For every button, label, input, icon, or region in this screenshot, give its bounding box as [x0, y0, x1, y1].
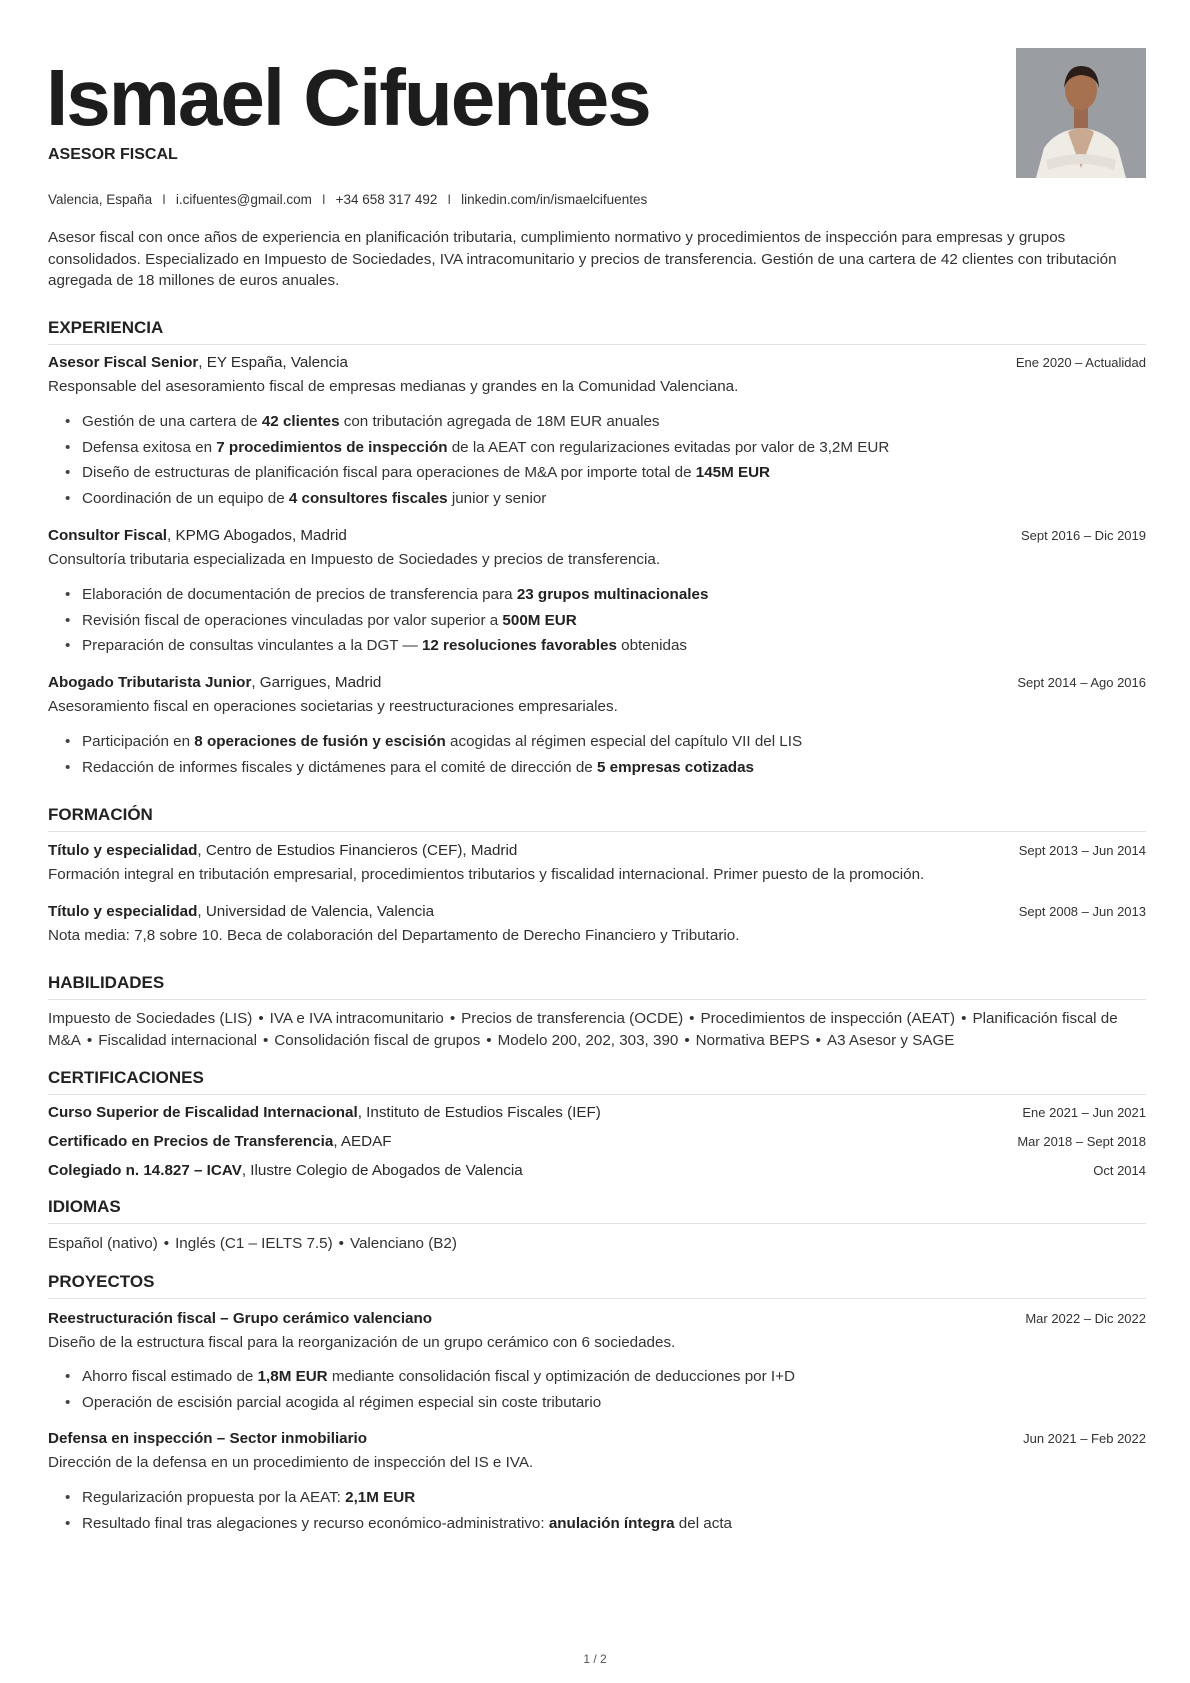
- certification-dates: Oct 2014: [1093, 1163, 1146, 1178]
- list-item: • Regularización propuesta por la AEAT: 2,1M EUR: [82, 1485, 732, 1511]
- portrait-illustration: [1016, 48, 1146, 178]
- project-header: [48, 1430, 1146, 1447]
- job-dates: Sept 2014 – Ago 2016: [1017, 675, 1146, 690]
- certification-row: [48, 1133, 1146, 1150]
- list-item: • Resultado final tras alegaciones y recurso económico-administrativo: anulación íntegra del acta: [82, 1511, 732, 1537]
- skill-item: Planificación fiscal de M&A: [48, 1010, 1118, 1049]
- job-description: Asesoramiento fiscal en operaciones societarias y reestructuraciones empresariales.: [48, 698, 618, 715]
- section-title-experience: EXPERIENCIA: [48, 318, 1146, 345]
- list-item: • Operación de escisión parcial acogida al régimen especial sin coste tributario: [82, 1390, 795, 1416]
- contact-location: Valencia, España: [48, 192, 153, 207]
- skill-item: Precios de transferencia (OCDE): [461, 1010, 684, 1027]
- project-description: Dirección de la defensa en un procedimiento de inspección del IS e IVA.: [48, 1454, 534, 1471]
- bullet-separator: •: [338, 1235, 344, 1252]
- list-item: • Diseño de estructuras de planificación fiscal para operaciones de M&A por importe total de 145M EUR: [82, 460, 889, 486]
- contact-separator: I: [162, 192, 166, 207]
- skill-item: Modelo 200, 202, 303, 390: [497, 1031, 679, 1049]
- contact-separator: I: [321, 192, 326, 207]
- skill-item: Consolidación fiscal de grupos: [274, 1031, 481, 1049]
- bullet-separator: •: [689, 1010, 695, 1027]
- bullet-separator: •: [163, 1235, 170, 1252]
- education-header: [48, 903, 1146, 920]
- job-org: , KPMG Abogados, Madrid: [167, 527, 347, 544]
- bullet-separator: •: [258, 1010, 264, 1027]
- bullet-separator: •: [961, 1010, 967, 1027]
- education-degree: Título y especialidad: [48, 842, 198, 859]
- skill-item: Impuesto de Sociedades (LIS): [48, 1010, 253, 1027]
- list-item: • Gestión de una cartera de 42 clientes con tributación agregada de 18M EUR anuales: [82, 409, 889, 435]
- project-dates: Mar 2022 – Dic 2022: [1025, 1311, 1146, 1326]
- certification-dates: Ene 2021 – Jun 2021: [1022, 1105, 1146, 1120]
- certification-row: [48, 1162, 1146, 1179]
- certification-org: , Instituto de Estudios Fiscales (IEF): [357, 1104, 601, 1121]
- page-number: 1 / 2: [583, 1652, 607, 1666]
- skill-item: Procedimientos de inspección (AEAT): [700, 1010, 956, 1027]
- certification-org: , AEDAF: [333, 1133, 392, 1150]
- education-degree: Título y especialidad: [48, 903, 198, 920]
- skill-item: Normativa BEPS: [695, 1031, 810, 1049]
- bullet-separator: •: [86, 1031, 93, 1049]
- bullet-separator: •: [684, 1031, 690, 1049]
- job-header: [48, 674, 1146, 691]
- contact-linkedin[interactable]: linkedin.com/in/ismaelcifuentes: [461, 192, 648, 207]
- profile-summary: Asesor fiscal con once años de experiencia en planificación tributaria, cumplimiento normativo y procedimientos de inspección para empresas y grupos consolidados. Especializado en Impuesto de Sociedades, IVA intracomunitario y precios de transferencia. Gestión de una cartera de 42 clientes con tributación agregada de 18 millones de euros anuales.: [48, 229, 1117, 289]
- job-dates: Ene 2020 – Actualidad: [1015, 355, 1146, 370]
- bullet-separator: •: [815, 1031, 821, 1049]
- project-name: Defensa en inspección – Sector inmobiliario: [48, 1430, 368, 1447]
- certification-name: Colegiado n. 14.827 – ICAV: [48, 1162, 242, 1179]
- education-description: Nota media: 7,8 sobre 10. Beca de colaboración del Departamento de Derecho Financiero y Tributario.: [48, 927, 740, 944]
- language-item: Español (nativo): [48, 1235, 158, 1252]
- project-header: [48, 1310, 1146, 1327]
- education-header: [48, 842, 1146, 859]
- skills-list: [48, 1008, 1148, 1051]
- section-title-projects: PROYECTOS: [48, 1272, 1146, 1299]
- skill-item: A3 Asesor y SAGE: [826, 1031, 955, 1049]
- education-description: Formación integral en tributación empresarial, procedimientos tributarios y fiscalidad internacional. Primer puesto de la promoción.: [48, 866, 925, 883]
- language-item: Inglés (C1 – IELTS 7.5): [175, 1235, 333, 1252]
- job-org: , EY España, Valencia: [198, 354, 348, 371]
- education-dates: Sept 2008 – Jun 2013: [1018, 904, 1146, 919]
- list-item: • Preparación de consultas vinculantes a la DGT — 12 resoluciones favorables obtenidas: [82, 633, 708, 659]
- list-item: • Elaboración de documentación de precios de transferencia para 23 grupos multinacionales: [82, 582, 708, 608]
- languages-list: [48, 1233, 1148, 1255]
- list-item: • Coordinación de un equipo de 4 consultores fiscales junior y senior: [82, 486, 889, 512]
- section-title-certifications: CERTIFICACIONES: [48, 1068, 1146, 1095]
- skill-item: Fiscalidad internacional: [98, 1031, 257, 1049]
- profile-photo: [1016, 48, 1146, 178]
- candidate-role: ASESOR FISCAL: [48, 146, 178, 163]
- section-title-education: FORMACIÓN: [48, 805, 1146, 832]
- job-role: Consultor Fiscal: [48, 527, 167, 544]
- education-dates: Sept 2013 – Jun 2014: [1018, 843, 1146, 858]
- contact-phone[interactable]: +34 658 317 492: [335, 192, 438, 207]
- contact-separator: I: [447, 192, 452, 207]
- certification-dates: Mar 2018 – Sept 2018: [1017, 1134, 1146, 1149]
- list-item: • Ahorro fiscal estimado de 1,8M EUR mediante consolidación fiscal y optimización de deducciones por I+D: [82, 1364, 795, 1390]
- skill-item: IVA e IVA intracomunitario: [269, 1010, 444, 1027]
- list-item: • Revisión fiscal de operaciones vinculadas por valor superior a 500M EUR: [82, 608, 708, 634]
- project-bullets: [48, 1364, 795, 1415]
- project-dates: Jun 2021 – Feb 2022: [1023, 1431, 1146, 1446]
- candidate-name: Ismael Cifuentes: [46, 53, 650, 142]
- bullet-separator: •: [262, 1031, 269, 1049]
- section-title-skills: HABILIDADES: [48, 973, 1146, 1000]
- job-bullets: [48, 409, 889, 511]
- contact-email[interactable]: i.cifuentes@gmail.com: [175, 192, 312, 207]
- job-bullets: [48, 729, 802, 780]
- list-item: • Redacción de informes fiscales y dictámenes para el comité de dirección de 5 empresas cotizadas: [82, 755, 802, 781]
- job-role: Asesor Fiscal Senior: [48, 354, 199, 371]
- section-title-languages: IDIOMAS: [48, 1197, 1146, 1224]
- certification-org: , Ilustre Colegio de Abogados de Valencia: [241, 1162, 523, 1179]
- language-item: Valenciano (B2): [349, 1235, 457, 1252]
- project-description: Diseño de la estructura fiscal para la reorganización de un grupo cerámico con 6 sociedades.: [48, 1334, 676, 1351]
- certification-row: [48, 1104, 1146, 1121]
- job-org: , Garrigues, Madrid: [251, 674, 382, 691]
- list-item: • Defensa exitosa en 7 procedimientos de inspección de la AEAT con regularizaciones evitadas por valor de 3,2M EUR: [82, 435, 889, 461]
- bullet-separator: •: [486, 1031, 492, 1049]
- project-name: Reestructuración fiscal – Grupo cerámico valenciano: [48, 1310, 433, 1327]
- job-bullets: [48, 582, 708, 659]
- bullet-separator: •: [449, 1010, 456, 1027]
- job-header: [48, 527, 1146, 544]
- education-org: , Universidad de Valencia, Valencia: [197, 903, 435, 920]
- contact-line: [48, 192, 647, 207]
- list-item: • Participación en 8 operaciones de fusión y escisión acogidas al régimen especial del capítulo VII del LIS: [82, 729, 802, 755]
- job-dates: Sept 2016 – Dic 2019: [1020, 528, 1146, 543]
- project-bullets: [48, 1485, 732, 1536]
- job-description: Responsable del asesoramiento fiscal de empresas medianas y grandes en la Comunidad Valenciana.: [48, 378, 739, 395]
- job-header: [48, 354, 1146, 371]
- certification-name: Curso Superior de Fiscalidad Internacional: [48, 1104, 358, 1121]
- certification-name: Certificado en Precios de Transferencia: [48, 1133, 334, 1150]
- job-role: Abogado Tributarista Junior: [48, 674, 252, 691]
- education-org: , Centro de Estudios Financieros (CEF), Madrid: [197, 842, 518, 859]
- job-description: Consultoría tributaria especializada en Impuesto de Sociedades y precios de transferencia.: [48, 551, 661, 568]
